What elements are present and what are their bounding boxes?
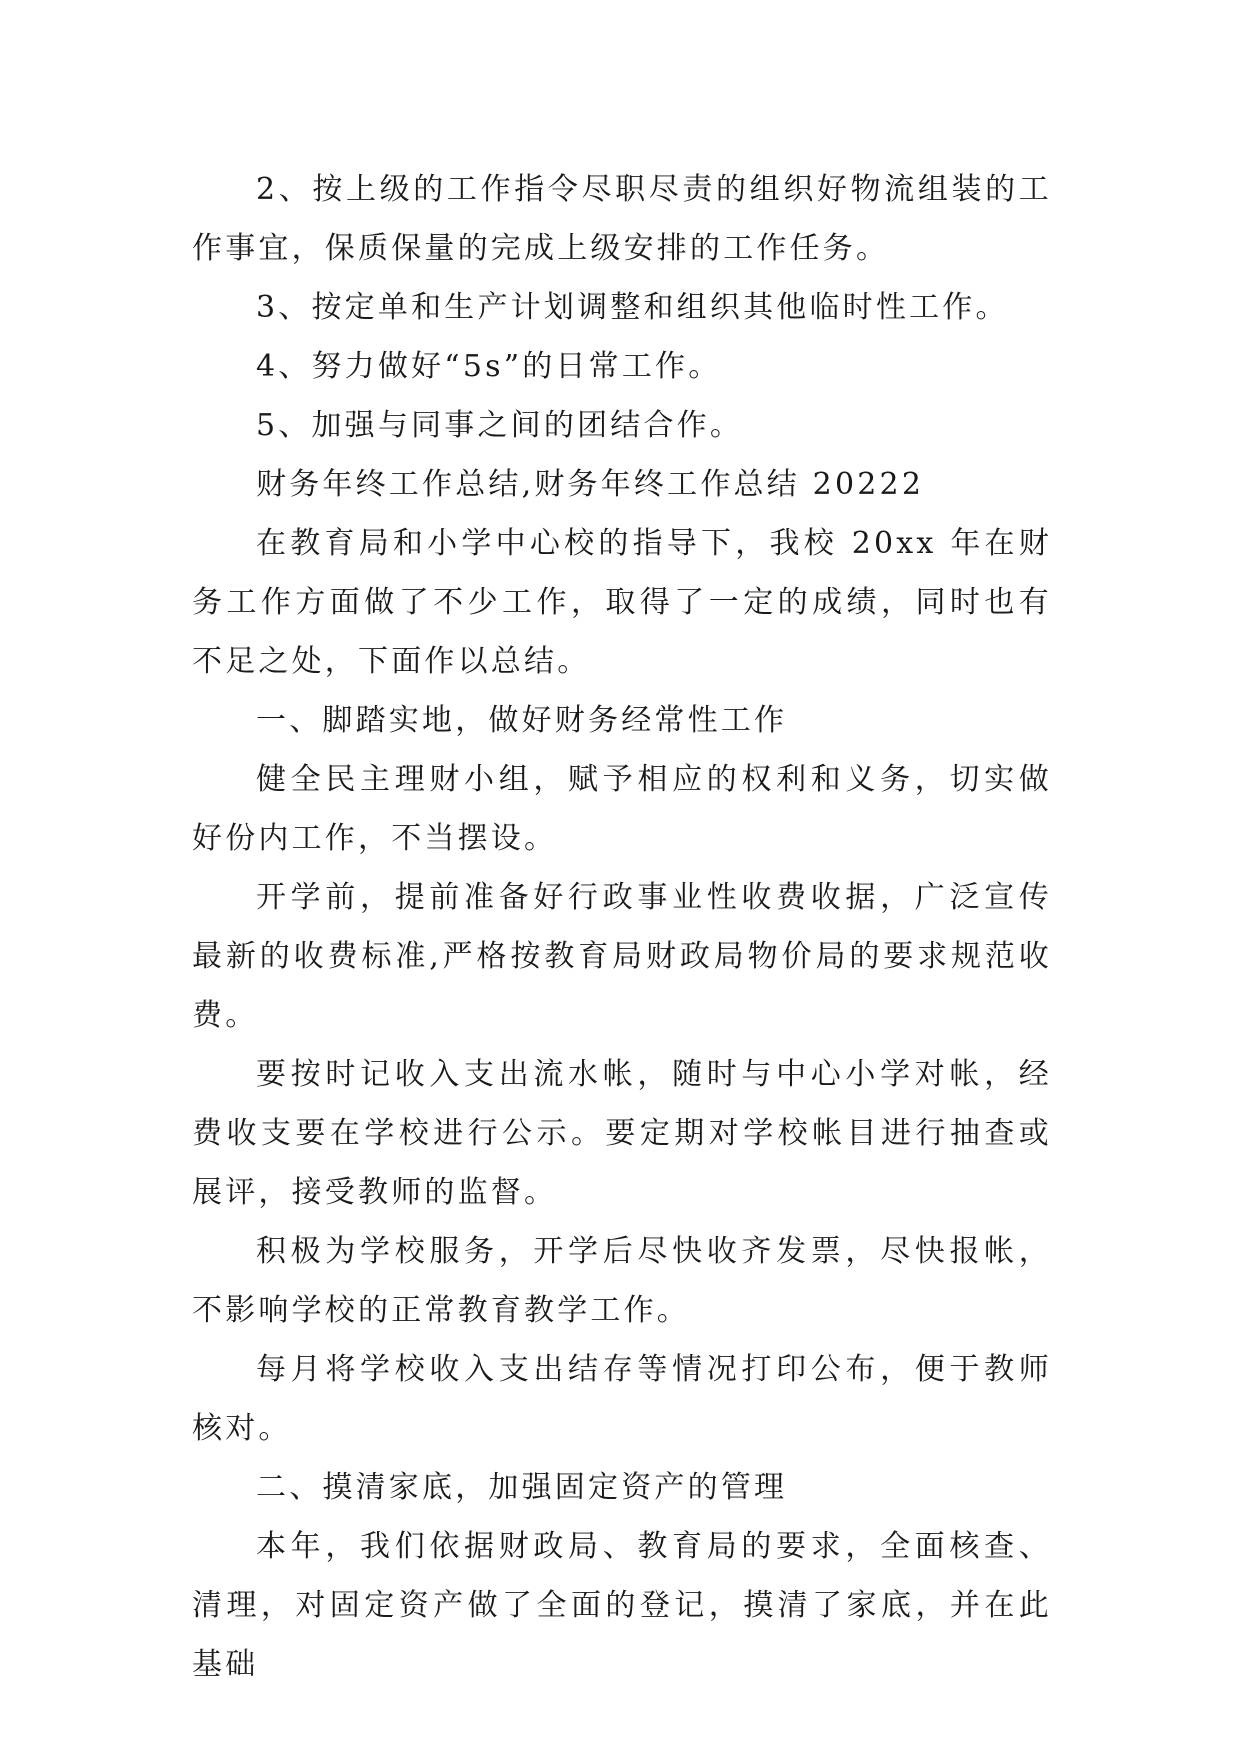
- body-paragraph: 开学前，提前准备好行政事业性收费收据，广泛宣传最新的收费标准,严格按教育局财政局物价局的要求规范收费。: [192, 880, 1052, 1033]
- heading-two: 二、摸清家底，加强固定资产的管理: [256, 1470, 788, 1505]
- body-paragraph: 要按时记收入支出流水帐，随时与中心小学对帐，经费收支要在学校进行公示。要定期对学校帐目进行抽查或展评，接受教师的监督。: [192, 1057, 1052, 1210]
- intro-paragraph: 在教育局和小学中心校的指导下，我校 20xx 年在财务工作方面做了不少工作，取得了一定的成绩，同时也有不足之处，下面作以总结。: [192, 526, 1052, 679]
- body-paragraph: 本年，我们依据财政局、教育局的要求，全面核查、清理，对固定资产做了全面的登记，摸清了家底，并在此基础: [192, 1529, 1052, 1682]
- document-page: [192, 160, 1052, 1694]
- item-2-paragraph: 2、按上级的工作指令尽职尽责的组织好物流组装的工作事宜，保质保量的完成上级安排的工作任务。: [192, 172, 1052, 266]
- heading-one: 一、脚踏实地，做好财务经常性工作: [256, 703, 788, 738]
- item-4-paragraph: 4、努力做好“5s”的日常工作。: [256, 349, 722, 384]
- body-paragraph: 每月将学校收入支出结存等情况打印公布，便于教师核对。: [192, 1352, 1052, 1446]
- section-title: 财务年终工作总结,财务年终工作总结 20222: [256, 467, 925, 502]
- body-paragraph: 积极为学校服务，开学后尽快收齐发票，尽快报帐，不影响学校的正常教育教学工作。: [192, 1234, 1052, 1328]
- body-paragraph: 健全民主理财小组，赋予相应的权利和义务，切实做好份内工作，不当摆设。: [192, 762, 1052, 856]
- item-5-paragraph: 5、加强与同事之间的团结合作。: [256, 408, 744, 443]
- item-3-paragraph: 3、按定单和生产计划调整和组织其他临时性工作。: [256, 290, 1009, 325]
